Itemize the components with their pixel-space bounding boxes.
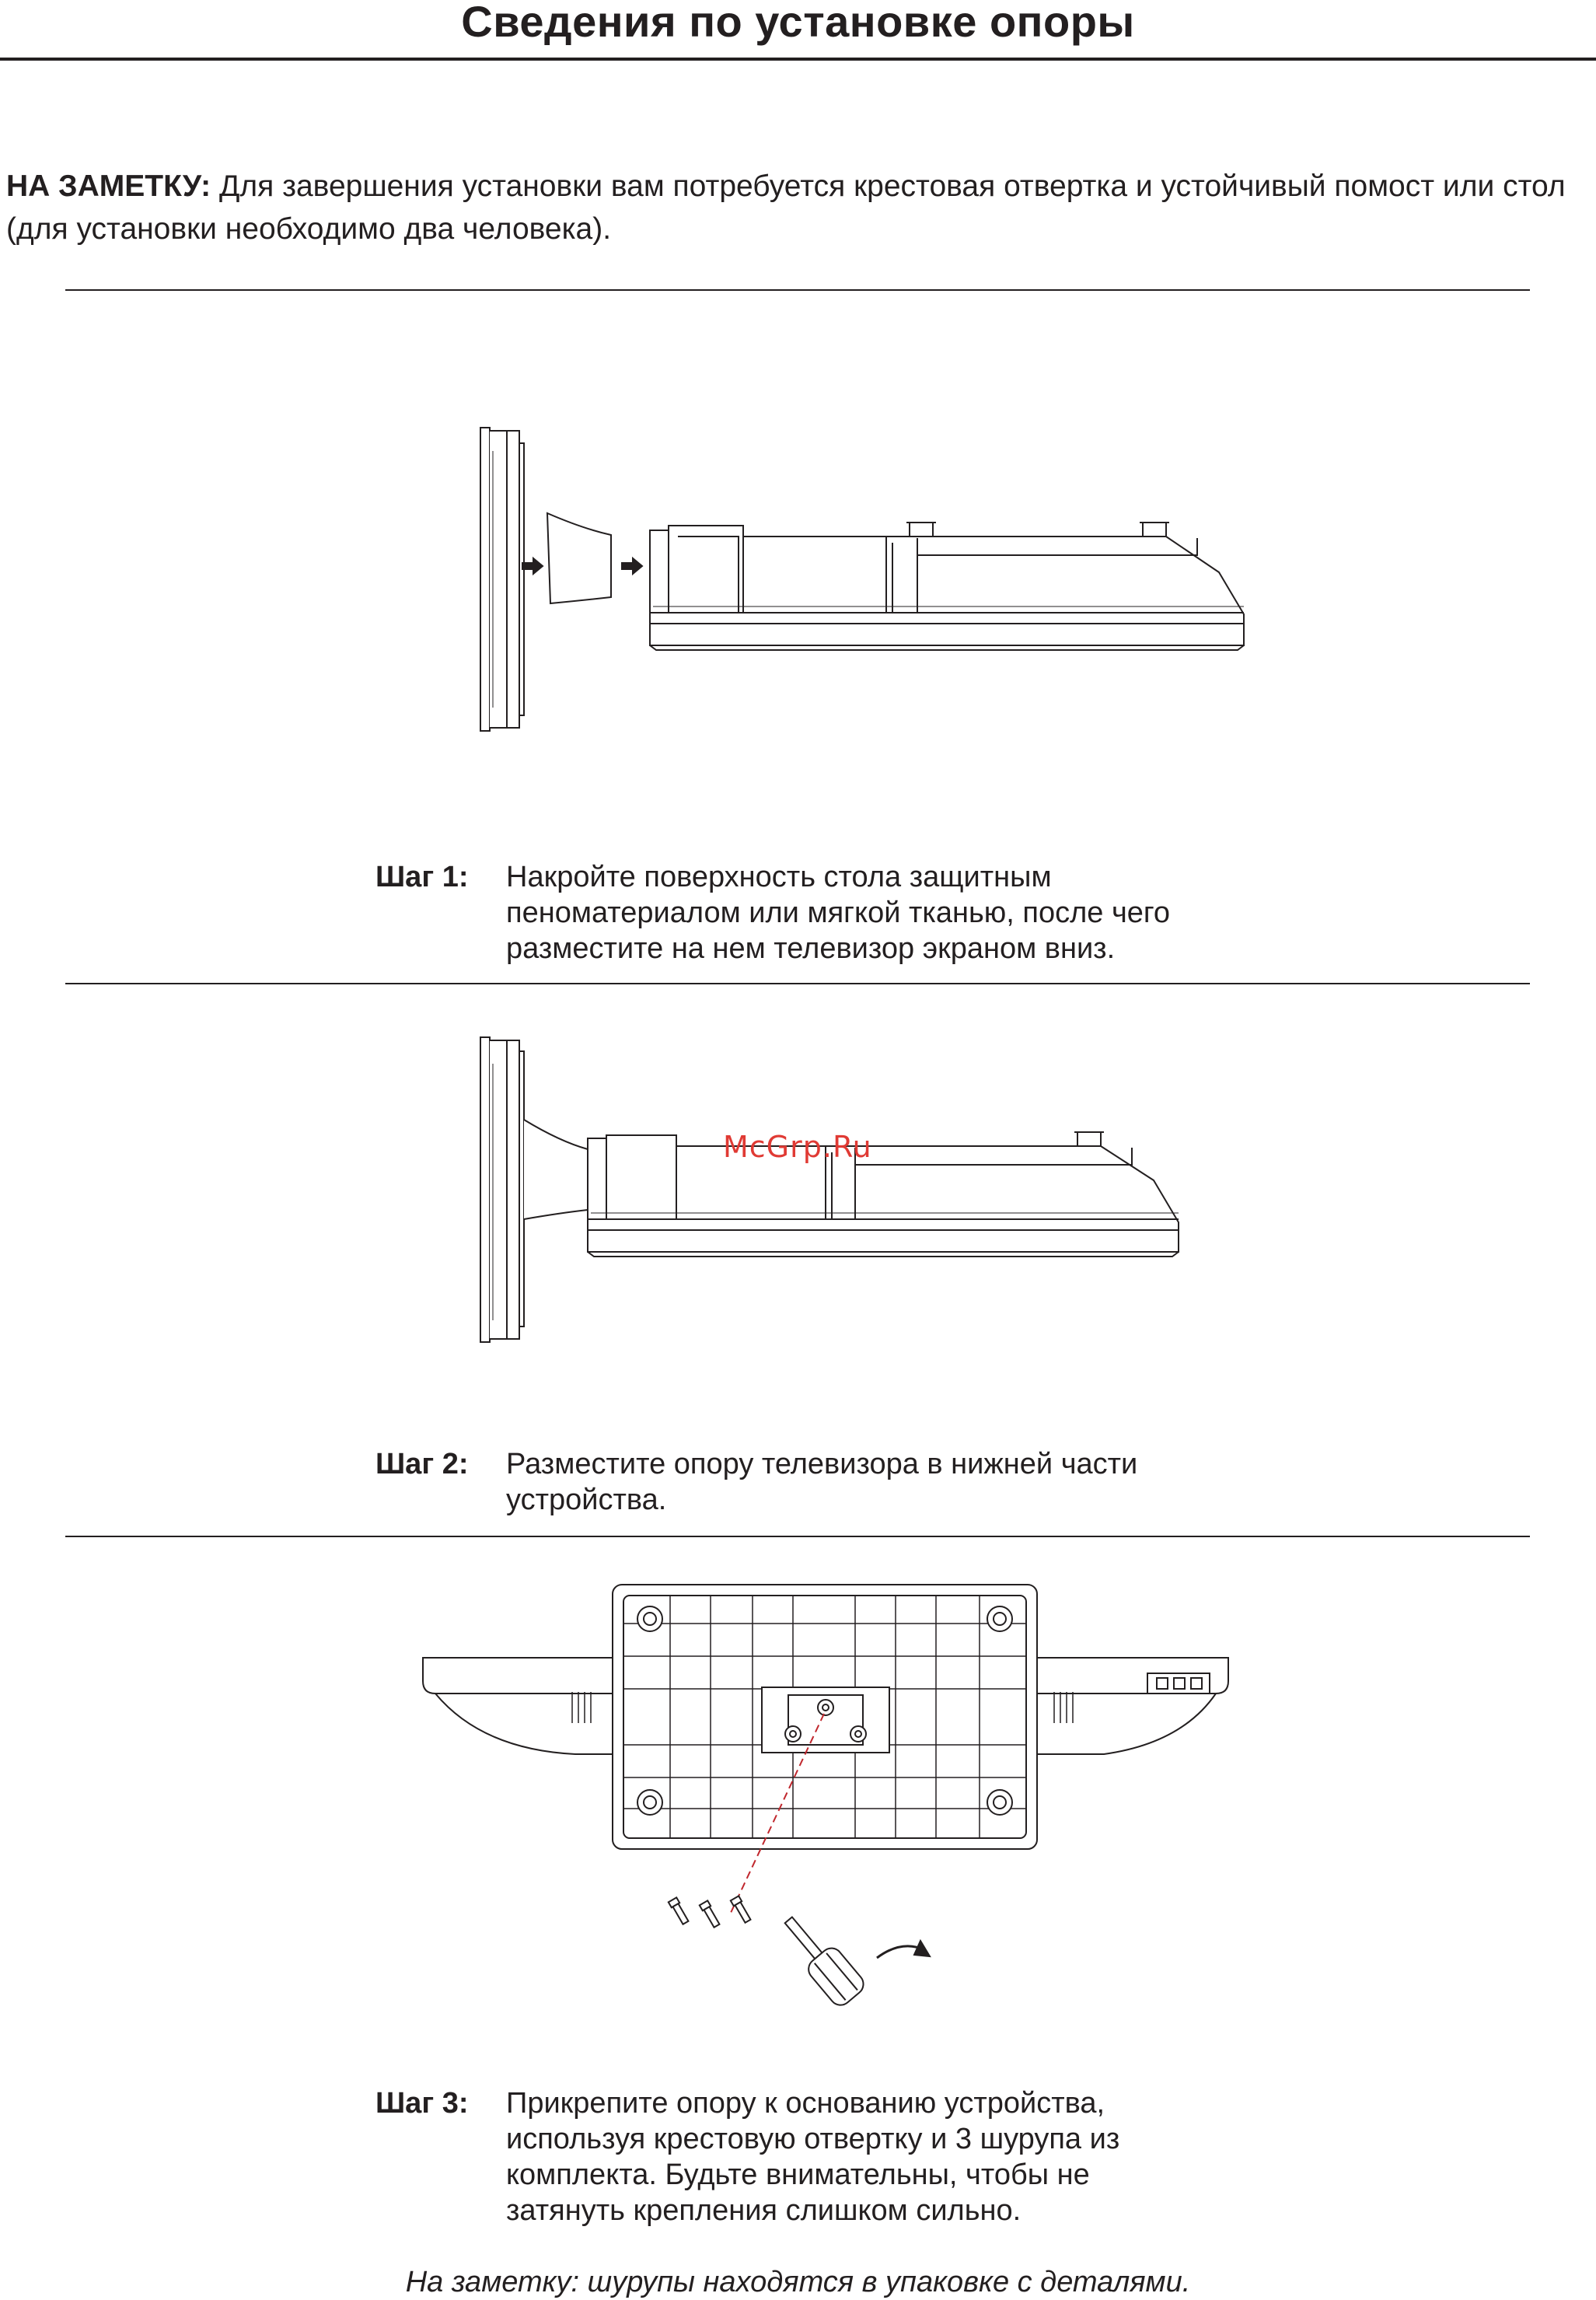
step-1-line: Накройте поверхность стола защитным bbox=[506, 861, 1052, 893]
watermark: McGrp.Ru bbox=[723, 1130, 872, 1164]
section-divider-3 bbox=[65, 1536, 1530, 1537]
step-3-illustration bbox=[420, 1578, 1244, 2029]
step-1-text bbox=[506, 859, 1322, 966]
step-3-text bbox=[506, 2085, 1322, 2228]
section-divider-2 bbox=[65, 983, 1530, 984]
step-2-label: Шаг 2: bbox=[375, 1448, 469, 1480]
step-2-text bbox=[506, 1446, 1322, 1518]
step-3-label: Шаг 3: bbox=[375, 2087, 469, 2120]
step-1-line: пеноматериалом или мягкой тканью, после чего bbox=[506, 897, 1171, 929]
step-1-line: разместите на нем телевизор экраном вниз. bbox=[506, 932, 1116, 965]
step-2-line: Разместите опору телевизора в нижней части bbox=[506, 1448, 1138, 1480]
step-2-line: устройства. bbox=[506, 1484, 667, 1516]
footer-note: На заметку: шурупы находятся в упаковке с деталями. bbox=[405, 2266, 1191, 2298]
step-3-line: комплекта. Будьте внимательны, чтобы не bbox=[506, 2158, 1090, 2191]
note-label: НА ЗАМЕТКУ: bbox=[6, 170, 211, 203]
page-title: Сведения по установке опоры bbox=[461, 0, 1135, 46]
section-divider-1 bbox=[65, 289, 1530, 291]
note-text: Для завершения установки вам потребуется крестовая отвертка и устойчивый помост или стол (для установки необходимо два человека). bbox=[6, 170, 1566, 246]
step-1-label: Шаг 1: bbox=[375, 861, 469, 893]
step-3-line: Прикрепите опору к основанию устройства, bbox=[506, 2087, 1105, 2120]
step-3-line: используя крестовую отвертку и 3 шурупа из bbox=[506, 2123, 1120, 2155]
installation-note bbox=[6, 165, 1584, 250]
step-3-line: затянуть крепления слишком сильно. bbox=[506, 2194, 1022, 2227]
title-rule bbox=[0, 58, 1596, 61]
step-1-illustration bbox=[466, 420, 1259, 739]
step-2-illustration bbox=[466, 1033, 1259, 1351]
